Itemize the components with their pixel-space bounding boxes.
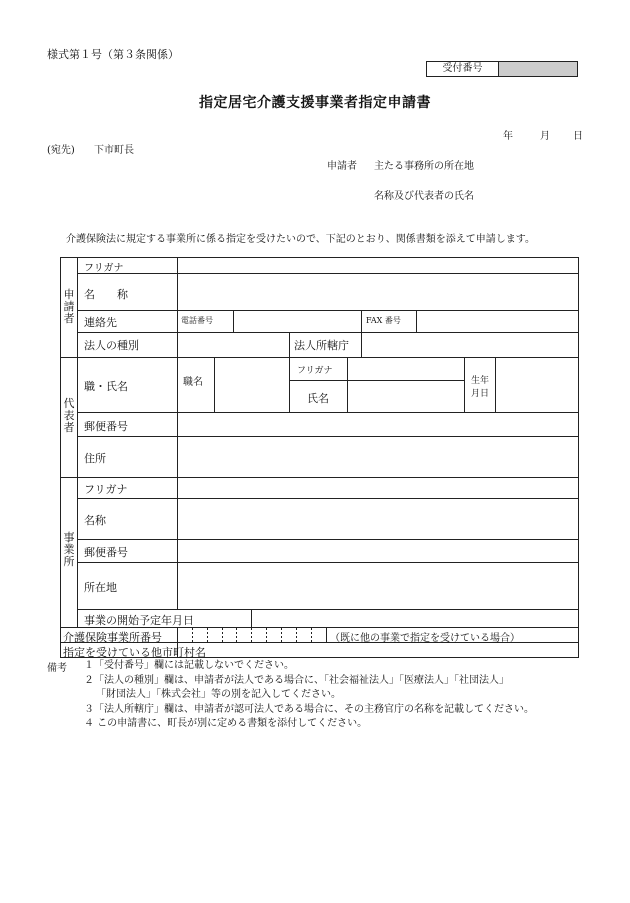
section-representative: 代表者	[63, 397, 75, 434]
section-applicant: 申請者	[63, 288, 75, 325]
phone-label: 電話番号	[181, 316, 213, 325]
rep-furigana-label: フリガナ	[297, 366, 333, 376]
office-furigana-label: フリガナ	[84, 483, 128, 496]
date-year-label: 年	[503, 131, 513, 142]
rep-address-label: 住所	[84, 452, 106, 465]
office-postal-label: 郵便番号	[84, 546, 128, 559]
addressee: 下市町長	[94, 145, 134, 156]
form-number: 様式第１号（第３条関係）	[47, 48, 179, 61]
corp-type-label: 法人の種別	[84, 339, 139, 352]
date-day-label: 日	[573, 131, 583, 142]
page-title: 指定居宅介護支援事業者指定申請書	[199, 95, 431, 111]
rep-name-label: 氏名	[307, 392, 329, 405]
note-item: ２「法人の種別」欄は、申請者が法人である場合に、「社会福祉法人」「医療法人」「社団法人」	[84, 674, 509, 686]
insurance-number-note: （既に他の事業で指定を受けている場合）	[330, 633, 520, 644]
notes-label: 備考	[47, 663, 67, 674]
office-location-label: 所在地	[84, 581, 117, 594]
corp-authority-label: 法人所轄庁	[294, 339, 349, 352]
rep-birth-label-bottom: 月日	[471, 389, 490, 399]
rep-title-name-label: 職・氏名	[84, 380, 128, 393]
receipt-number-label: 受付番号	[427, 62, 499, 76]
note-item: １「受付番号」欄には記載しないでください。	[84, 660, 294, 671]
rep-postal-label: 郵便番号	[84, 420, 128, 433]
section-office: 事業所	[63, 531, 75, 568]
note-item: ４ この申請書に、町長が別に定める書類を添付してください。	[84, 718, 368, 729]
application-statement: 介護保険法に規定する事業所に係る指定を受けたいので、下記のとおり、関係書類を添えて申請します。	[66, 234, 535, 245]
applicant-name-label: 名称及び代表者の氏名	[374, 191, 474, 202]
notes-list	[84, 659, 534, 732]
addressee-label: (宛先)	[47, 145, 75, 156]
applicant-label: 申請者	[327, 161, 357, 172]
date-month-label: 月	[540, 131, 550, 142]
insurance-number-label: 介護保険事業所番号	[63, 631, 162, 644]
applicant-contact-label: 連絡先	[84, 316, 117, 329]
note-item: 「財団法人」「株式会社」等の別を記入してください。	[96, 689, 341, 700]
applicant-address-label: 主たる事務所の所在地	[374, 161, 474, 172]
note-item: ３「法人所轄庁」欄は、申請者が認可法人である場合に、その主務官庁の名称を記載してください。	[84, 703, 534, 715]
rep-birth-label-top: 生年	[471, 376, 490, 386]
fax-label: FAX 番号	[366, 316, 401, 325]
applicant-name-field-label: 名 称	[84, 288, 128, 301]
office-name-label: 名称	[84, 514, 106, 527]
other-municipality-label: 指定を受けている他市町村名	[63, 646, 206, 659]
rep-position-label: 職名	[183, 377, 203, 388]
office-start-date-label: 事業の開始予定年月日	[84, 614, 194, 627]
applicant-furigana-label: フリガナ	[84, 263, 124, 274]
